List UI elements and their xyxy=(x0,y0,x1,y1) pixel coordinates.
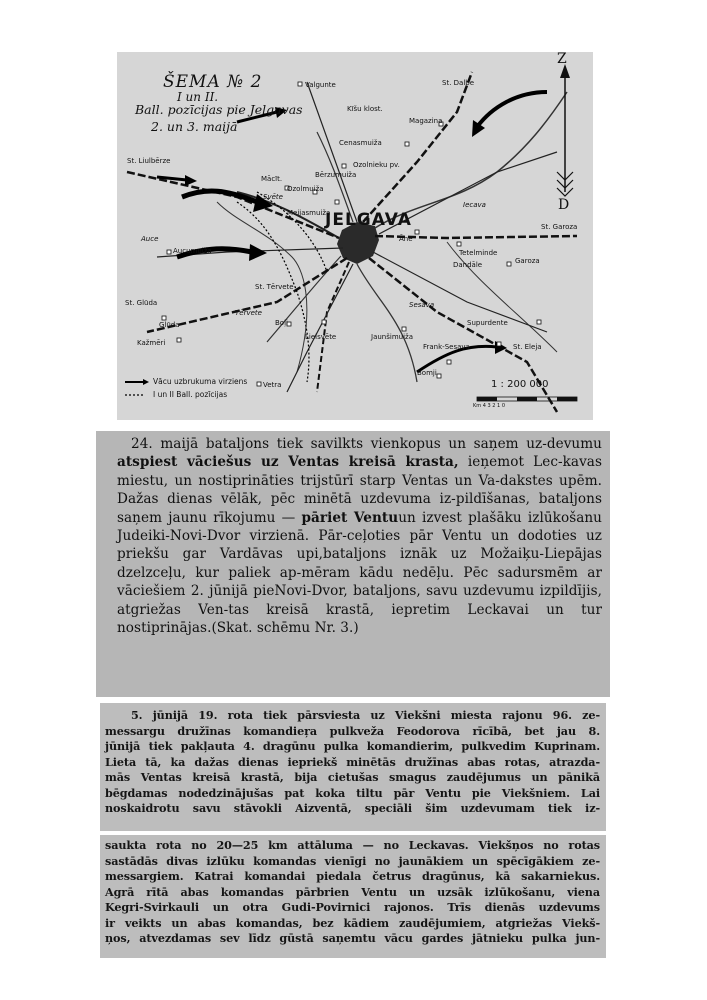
place-lielsvete: Lielsvēte xyxy=(305,333,337,341)
text-line: ceļoties pār Ventu un dodoties uz priekšu gar Vardāvas upi, xyxy=(117,528,602,563)
place-tetelminde: Tetelminde xyxy=(459,249,498,257)
text-line: Lieta tā, ka dažas dienas iepriekš minētās družīnas abas rotas, atrazda- xyxy=(105,754,600,769)
place-auce: Auce xyxy=(141,235,159,243)
place-aucumuiza: Aucumuiža xyxy=(173,247,212,255)
text-line: dakstes upēm. Dažas dienas vēlāk, pēc minētā uzdevuma iz- xyxy=(117,472,603,508)
place-svete: Svēte xyxy=(263,193,283,201)
scale-label: 1 : 200 000 xyxy=(491,379,549,390)
place-cenasmuiza: Cenasmuiža xyxy=(339,139,382,147)
place-bomji: Bomji xyxy=(417,369,437,377)
text-line: 24. maijā bataljons tiek savilkts vienkopus un saņem uz- xyxy=(131,436,547,452)
text-line: saukta rota no 20—25 km attāluma — no Leckavas. Viekšņos no rotas xyxy=(105,838,600,852)
text-line: devumu atspiest vāciešus uz Ventas kreisā krasta, ieņemot Lec- xyxy=(117,436,602,471)
place-krisu-klost: Kīšu klost. xyxy=(347,105,383,113)
place-st-gluda: St. Glūda xyxy=(125,299,158,307)
place-meijasmuiza: Meijasmuiža xyxy=(287,209,331,217)
place-jaunsimuiza: Jaunšimuiža xyxy=(371,333,413,341)
paragraph-5-junija xyxy=(105,708,600,817)
text-line: pildīšanas, bataljons saņem jaunu rīkojumu — pāriet Ventu xyxy=(117,491,602,526)
place-vetra: Vetra xyxy=(263,381,282,389)
place-magazina: Magazina xyxy=(409,117,443,125)
text-line: noskaidrotu savu stāvokli Aizventā, speciāli šim uzdevumam tiek iz- xyxy=(105,801,600,815)
text-line: mēram kādu nedēļu. Pēc sadursmēm ar vāciešiem 2. jūnijā pie xyxy=(117,564,603,600)
place-st-garosa: St. Garoza xyxy=(541,223,578,231)
text-line: Kegri-Svirkauli un otra Gudi-Povirnici rajonos. Trīs dienās uzdevums xyxy=(105,900,600,914)
paragraph-24-maija xyxy=(117,435,602,637)
place-macit: Mācīt. xyxy=(261,175,283,183)
place-st-dalbe: St. Dalbe xyxy=(442,79,475,87)
paragraph-block-continuation xyxy=(100,835,606,958)
legend-arrow-label: Vācu uzbrukuma virziens xyxy=(153,377,248,386)
text-line: messargiem. Katrai komandai piedala četrus dragūnus, kā sakarniekus. xyxy=(105,869,600,883)
place-berzumuiza: Bērzumuiža xyxy=(315,171,357,179)
place-garoza: Garoza xyxy=(515,257,540,265)
text-line: ir veikts un abas komandas, bez kādiem zaudējumiem, atgriežas Viekš- xyxy=(105,915,600,930)
paragraph-continuation xyxy=(105,838,600,947)
text-line: jūnijā tiek pakļauta 4. dragūnu pulka komandierim, pulkvedim Kuprinam. xyxy=(105,739,600,753)
text-line: mās Ventas kreisā krastā, bija cietušas smagus zaudējumus un pānikā xyxy=(105,770,600,784)
text-line: kavas miestu, un nostiprināties trijstūrī starp Ventas un Va- xyxy=(117,454,602,489)
place-ozolnieku-pv: Ozolnieku pv. xyxy=(353,161,400,169)
south-label: D xyxy=(558,197,570,213)
text-line: sastādās divas izlūku komandas vienīgi no jaunākiem un spēcīgākiem ze- xyxy=(105,853,600,868)
text-line: messargu družīnas komandieŗa pulkveža Feodorova rīcībā, bet jau 8. xyxy=(105,723,600,738)
place-sesava: Sesava xyxy=(409,301,435,309)
map-title: ŠEMA № 2 xyxy=(163,72,263,92)
place-gluda: Glūda xyxy=(159,321,180,329)
place-iecava: Iecava xyxy=(463,201,486,209)
place-dandale: Dandāle xyxy=(453,261,483,269)
north-label: Z xyxy=(557,52,567,67)
place-st-lilberze: St. Liulbērze xyxy=(127,157,171,165)
legend-position-label: I un II Ball. pozīcijas xyxy=(153,390,228,399)
place-valgunte: Valgunte xyxy=(305,81,336,89)
map-subtitle-2: Ball. pozīcijas pie Jelgavas xyxy=(135,102,303,117)
text-line: Agrā rītā abas komandas pārbrien Ventu un uzsāk izlūkošanu, viena xyxy=(105,884,600,899)
scale-ticks: Km 4 3 2 1 0 xyxy=(473,403,506,409)
text-line: (Skat. schēmu Nr. 3.) xyxy=(211,620,359,637)
text-line: bēgdamas nodedzinājušas pat koka tiltu pār Ventu pie Viekšniem. Lai xyxy=(105,785,600,800)
place-kazmeri: Kažmēri xyxy=(137,339,166,347)
place-boli: Boļi xyxy=(275,319,288,327)
text-line: ņos, atvezdamas sev līdz gūstā saņemtu vācu gardes jātnieku pulka jun- xyxy=(105,931,600,945)
place-supurdente: Supurdente xyxy=(467,319,508,327)
text-line: bataljons iznāk uz Možaiķu-Liepājas dzelzceļu, kur paliek ap- xyxy=(117,546,602,581)
paragraph-block-5-junija xyxy=(100,703,606,831)
text-line: Novi-Dvor, bataljons, savu uzdevumu izpildījis, atgriežas Ven- xyxy=(117,583,602,618)
place-st-tervete: St. Tērvete xyxy=(255,283,294,291)
map-subtitle-1: I un II. xyxy=(177,90,219,104)
paragraph-block-24-maija xyxy=(96,431,610,697)
place-ane: Āne xyxy=(399,235,413,243)
map-subtitle-3: 2. un 3. maijā xyxy=(151,119,238,134)
place-st-elejas: St. Eleja xyxy=(513,343,542,351)
text-line: un izvest plašāku izlūkošanu Judeiki-Novi-Dvor virzienā. Pār- xyxy=(117,509,602,545)
place-frank-sesava: Frank-Sesava xyxy=(423,343,470,351)
place-ozolmuiza: Ozolmuiža xyxy=(287,185,324,193)
text-line: 5. jūnijā 19. rota tiek pārsviesta uz Viekšni miesta rajonu 96. ze- xyxy=(131,708,600,722)
place-jelgava: JELGAVA xyxy=(325,210,412,230)
map-scheme-2 xyxy=(117,52,593,420)
place-tervete: Tērvete xyxy=(235,309,262,317)
text-line: tas kreisā krastā, iepretim Leckavai un tur nostiprinājas. xyxy=(117,601,602,637)
